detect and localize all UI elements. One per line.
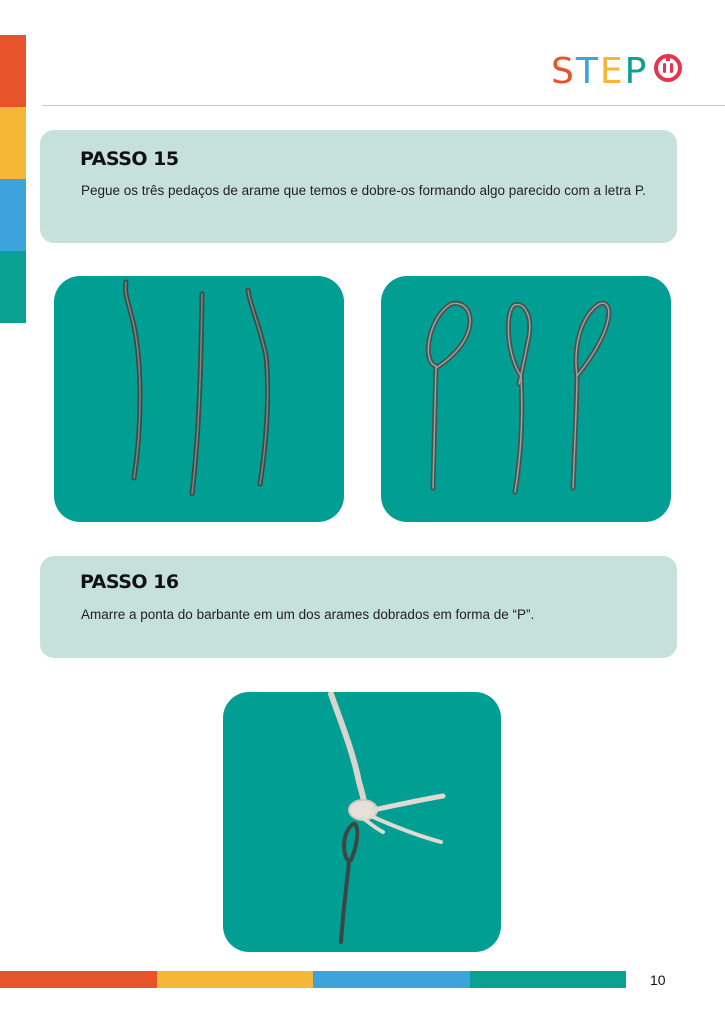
logo-badge-icon [653,53,683,83]
strip-teal [0,251,26,323]
step-16-text: Amarre a ponta do barbante em um dos arames dobrados em forma de “P”. [81,607,535,622]
header-divider [42,105,725,106]
step-15-text: Pegue os três pedaços de arame que temos e dobre-os formando algo parecido com a letra P. [81,183,646,198]
footer-color-bar [0,971,626,988]
strip-yellow [0,107,26,179]
logo-text: STEP [551,51,649,92]
step-15-title: PASSO 15 [80,148,179,170]
step-16-box [40,556,677,658]
bar-teal [470,971,627,988]
step-logo [551,50,686,94]
bar-yellow [157,971,314,988]
bar-orange [0,971,157,988]
bar-blue [313,971,470,988]
three-p-shaped-wires-photo [381,276,671,522]
three-straight-wires-photo [54,276,344,522]
step-15-box [40,130,677,243]
strip-blue [0,179,26,251]
page-number: 10 [650,972,666,988]
step-16-title: PASSO 16 [80,571,179,593]
sidebar-color-strip [0,35,26,323]
strip-orange [0,35,26,107]
string-tied-to-wire-photo [223,692,501,952]
